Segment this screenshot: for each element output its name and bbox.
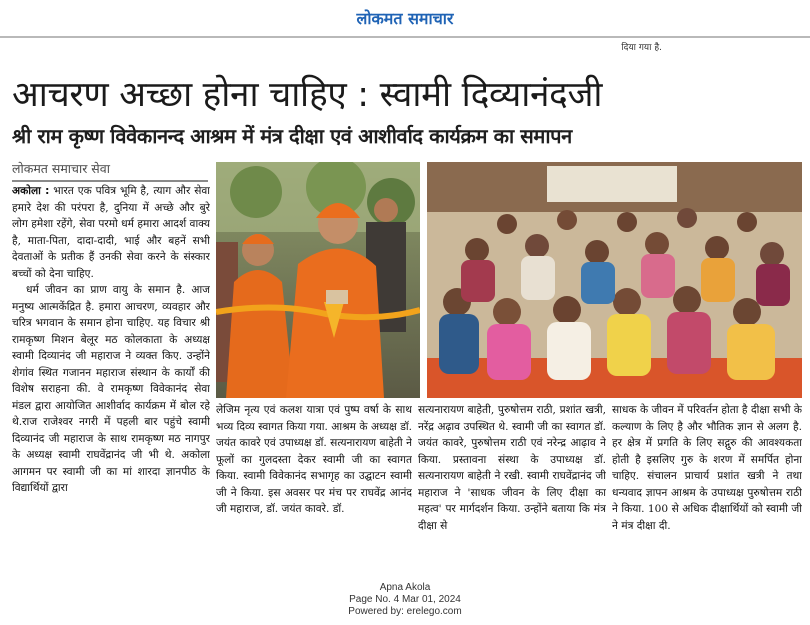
footer-edition: Apna Akola xyxy=(379,582,431,593)
paragraph-lead xyxy=(12,183,210,282)
paragraph: सत्यनारायण बाहेती, पुरुषोत्तम राठी, प्रशांत खत्री, नरेंद्र अढ़ाव उपस्थित थे. स्वामी जी का स्वागत डॉ. जयंत कावरे, पुरुषोत्तम राठी एवं नरेन्द्र आढ़ाव ने किया. प्रस्तावना संस्था के उपाध्यक्ष डॉ. सत्यनारायण बाहेती ने रखी. स्वामी राघवेंद्रानंद जी महाराज ने 'साधक जीवन के लिए दीक्षा का महत्व' पर मार्गदर्शन किया. उन्होंने बताया कि मंत्र दीक्षा से xyxy=(418,404,606,532)
headline: आचरण अच्छा होना चाहिए : स्वामी दिव्यानंदजी xyxy=(12,75,603,115)
paragraph: साधक के जीवन में परिवर्तन होता है दीक्षा सभी के कल्याण के लिए है और भौतिक ज्ञान से अलग है. हर क्षेत्र में प्रगति के लिए सद्गुरु की आवश्यकता होती है इसलिए गुरु के शरण में समर्पित होना चाहिए. संचालन प्राचार्य प्रशांत खत्री ने तथा धन्यवाद ज्ञापन आश्रम के उपाध्यक्ष पुरुषोत्तम राठी ने किया. 100 से अधिक दीक्षार्थियों को स्वामी जी ने मंत्र दीक्षा दी. xyxy=(612,404,802,532)
dateline: अकोला : xyxy=(12,185,50,197)
masthead xyxy=(0,0,810,40)
photo-devotees-gathering xyxy=(427,162,802,398)
article-column-2 xyxy=(216,402,412,577)
masthead-title: लोकमत समाचार xyxy=(356,9,454,28)
paragraph-lead-text: भारत एक पवित्र भूमि है, त्याग और सेवा हमारे देश की परंपरा है, दुनिया में अच्छे और बुरे लोग हमेशा रहेंगे, सेवा परमो धर्म हमारा आदर्श वाक्य है, माता-पिता, दादा-दादी, भाई और बहनें सभी देवताओं के प्रतीक हैं उनकी सेवा करने के संस्कार बच्चों को देना चाहिए. xyxy=(12,185,210,280)
page-footer xyxy=(0,582,810,618)
article-column-4 xyxy=(612,402,802,577)
article-column-3 xyxy=(418,402,606,577)
corner-text-fragment: दिया गया है. xyxy=(621,43,662,53)
article-column-1 xyxy=(12,183,210,575)
photo-ribbon-ceremony-illustration xyxy=(216,162,420,398)
subheadline: श्री राम कृष्ण विवेकानन्द आश्रम में मंत्र दीक्षा एवं आशीर्वाद कार्यक्रम का समापन xyxy=(12,124,572,148)
photo-ribbon-ceremony xyxy=(216,162,420,398)
byline: लोकमत समाचार सेवा xyxy=(12,160,208,182)
footer-page-date: Page No. 4 Mar 01, 2024 xyxy=(349,594,461,605)
masthead-rule xyxy=(0,36,810,38)
paragraph: धर्म जीवन का प्राण वायु के समान है. आज मनुष्य आत्मकेंद्रित है. हमारा आचरण, व्यवहार और चरित्र भगवान के समान होना चाहिए. यह विचार श्री रामकृष्ण मिशन बेलूर मठ कोलकाता के अध्यक्ष स्वामी दिव्यानंद जी महाराज ने व्यक्त किए. उन्होंने शेगांव स्थित गजानन महाराज संस्थान के कार्यों की विशेष सराहना की. वे रामकृष्ण विवेकानंद सेवा मंडल द्वारा आयोजित आशीर्वाद कार्यक्रम में बोल रहे थे.राज राजेश्वर नगरी में पहली बार पहुंचे स्वामी दिव्यानंद जी महाराज के साथ रामकृष्ण मठ नागपुर के अध्यक्ष स्वामी राघवेंद्रानंद जी भी थे. अकोला आगमन पर स्वामी जी का मां शारदा ज्ञानपीठ के विद्यार्थियों द्वारा xyxy=(12,284,210,494)
paragraph: लेजिम नृत्य एवं कलश यात्रा एवं पुष्प वर्षा के साथ भव्य दिव्य स्वागत किया गया. आश्रम के अध्यक्ष डॉ. जयंत कावरे एवं उपाध्यक्ष डॉ. सत्यनारायण बाहेती ने फूलों का गुलदस्ता देकर स्वामी जी का स्वागत किया. स्वामी विवेकानंद सभागृह का उद्घाटन स्वामी जी ने किया. इस अवसर पर मंच पर राघवेंद्र आनंद जी महाराज, डॉ. जयंत कावरे. डॉ. xyxy=(216,404,412,515)
photo-devotees-illustration xyxy=(427,162,802,398)
footer-powered-by: Powered by: erelego.com xyxy=(348,606,462,617)
